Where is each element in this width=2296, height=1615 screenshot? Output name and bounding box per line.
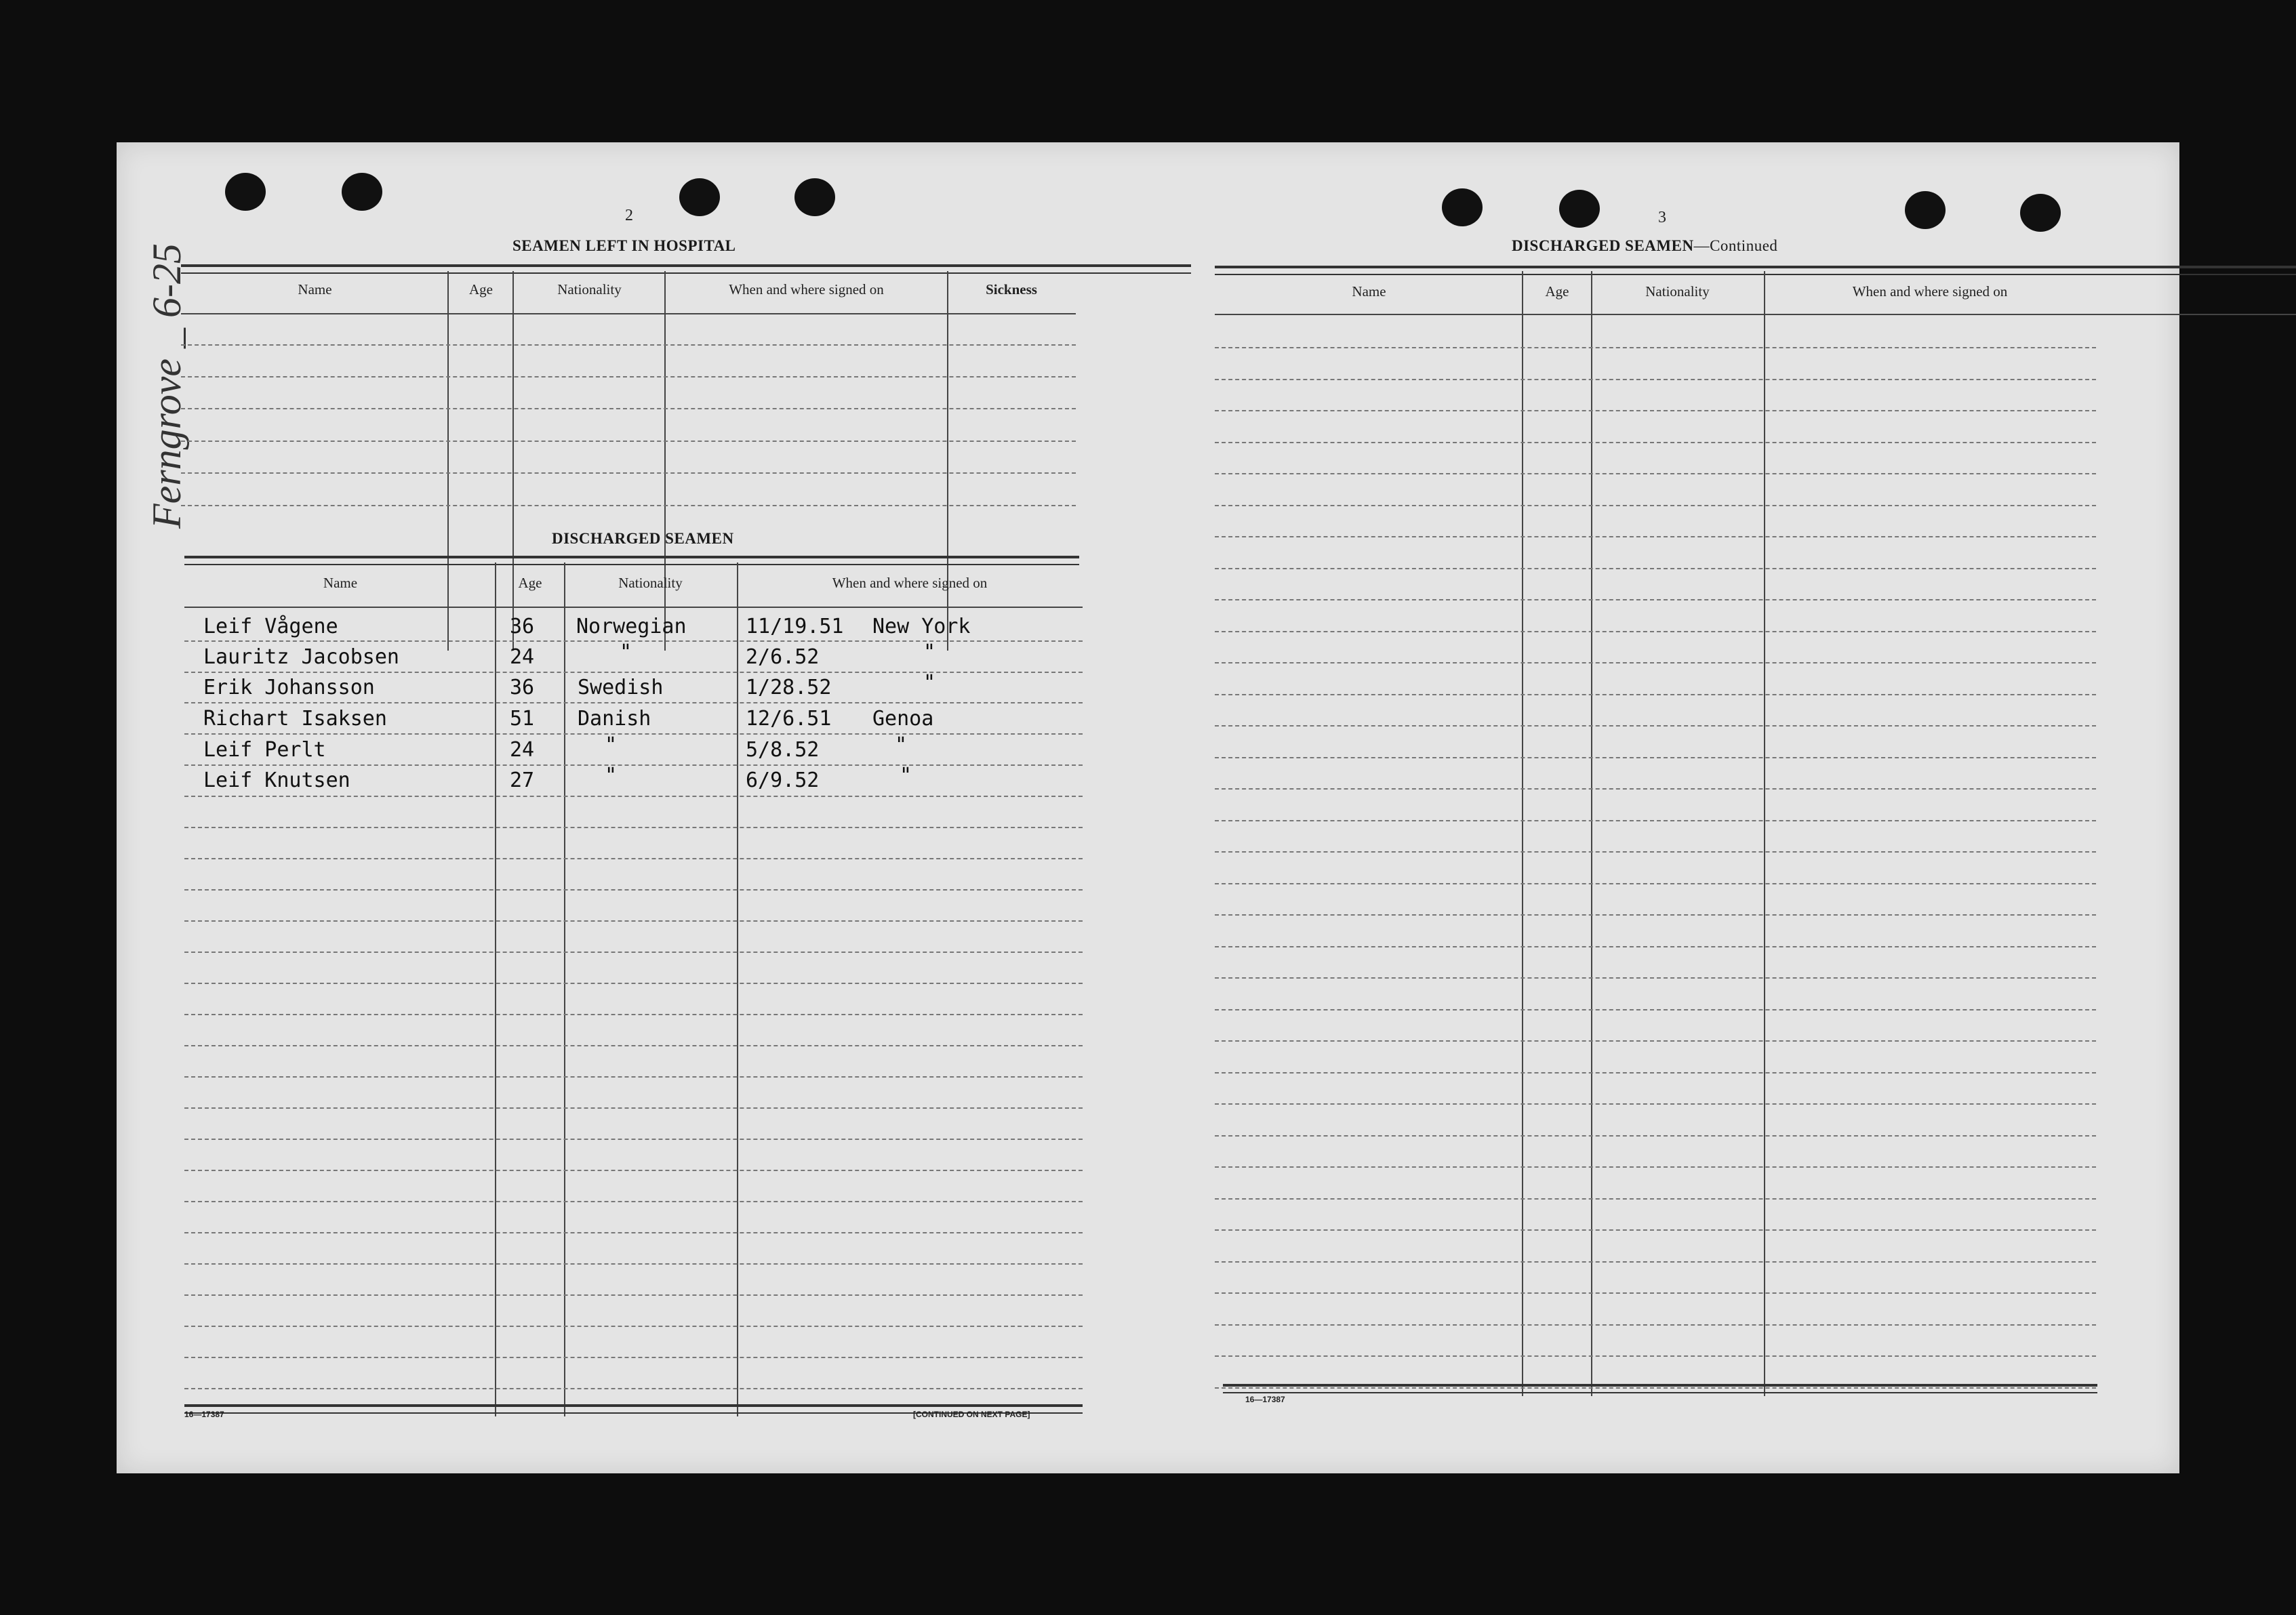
right-row-line: [1215, 1198, 2096, 1200]
discharged-row-line: [184, 1232, 1083, 1233]
discharged-col-age: Age: [518, 575, 542, 591]
seaman-signed-place: ": [923, 640, 936, 664]
seaman-nationality: Swedish: [578, 676, 664, 699]
right-row-line: [1215, 694, 2096, 695]
discharged-header-rule: [184, 556, 1079, 565]
discharged-row-line: [184, 952, 1083, 953]
right-form-number: 16—17387: [1245, 1395, 1285, 1404]
right-row-line: [1215, 442, 2096, 443]
right-col-name: Name: [1352, 283, 1386, 300]
discharged-row-line: [184, 1170, 1083, 1171]
seaman-signed-place: ": [895, 733, 908, 757]
right-divider: [1764, 271, 1765, 1396]
discharged-col-signed-on: When and where signed on: [832, 575, 988, 591]
right-row-line: [1215, 599, 2096, 600]
right-header-rule: [1215, 266, 2296, 275]
discharged-row-line: [184, 1076, 1083, 1078]
hospital-row-line: [181, 376, 1076, 377]
discharged-row-line: [184, 1107, 1083, 1109]
discharged-row-line: [184, 702, 1083, 703]
hospital-divider: [947, 271, 948, 651]
seaman-nationality: ": [605, 733, 618, 757]
right-row-line: [1215, 1135, 2096, 1137]
seaman-signed-date: 12/6.51: [746, 707, 832, 731]
right-row-line: [1215, 851, 2096, 853]
discharged-subheader-rule: [184, 607, 1083, 608]
seaman-age: 24: [510, 738, 535, 762]
left-form-number: 16—17387: [184, 1410, 224, 1419]
discharged-row-line: [184, 1201, 1083, 1202]
right-row-line: [1215, 410, 2096, 411]
seaman-name: Leif Vågene: [203, 615, 338, 638]
discharged-divider: [737, 563, 738, 1416]
right-row-line: [1215, 820, 2096, 821]
punch-hole: [342, 173, 382, 211]
discharged-row-line: [184, 764, 1083, 766]
right-row-line: [1215, 883, 2096, 884]
discharged-row-line: [184, 1263, 1083, 1265]
seaman-nationality: Danish: [578, 707, 651, 731]
hospital-header-rule: [181, 264, 1191, 274]
discharged-divider: [564, 563, 565, 1416]
right-subheader-rule: [1215, 314, 2296, 315]
right-row-line: [1215, 473, 2096, 474]
discharged-row-line: [184, 733, 1083, 735]
left-page-number: 2: [625, 207, 633, 224]
discharged-row-line: [184, 640, 1083, 642]
right-row-line: [1215, 1072, 2096, 1074]
right-row-line: [1215, 347, 2096, 348]
hospital-row-line: [181, 344, 1076, 346]
hospital-col-sickness: Sickness: [986, 281, 1037, 298]
right-row-line: [1215, 977, 2096, 979]
hospital-row-line: [181, 408, 1076, 409]
right-row-line: [1215, 757, 2096, 758]
seaman-signed-place: ": [900, 764, 912, 788]
right-col-age: Age: [1545, 283, 1569, 300]
discharged-row-line: [184, 1388, 1083, 1389]
right-title-continued: —Continued: [1693, 237, 1778, 254]
discharged-col-name: Name: [323, 575, 358, 591]
discharged-row-line: [184, 827, 1083, 828]
seaman-name: Leif Perlt: [203, 738, 326, 762]
margin-handwriting: Ferngrove _ 6-25: [144, 243, 189, 529]
hospital-col-name: Name: [298, 281, 332, 298]
right-divider: [1522, 271, 1523, 1396]
right-row-line: [1215, 631, 2096, 632]
right-divider: [1591, 271, 1592, 1396]
discharged-row-line: [184, 983, 1083, 984]
discharged-section-title: DISCHARGED SEAMEN: [552, 530, 734, 547]
seaman-age: 24: [510, 645, 535, 669]
discharged-row-line: [184, 796, 1083, 797]
right-row-line: [1215, 1292, 2096, 1294]
punch-hole: [2020, 194, 2061, 232]
seaman-signed-date: 11/19.51: [746, 615, 844, 638]
seaman-name: Lauritz Jacobsen: [203, 645, 399, 669]
discharged-row-line: [184, 1045, 1083, 1046]
seaman-signed-place: ": [923, 671, 936, 695]
seaman-name: Leif Knutsen: [203, 769, 350, 792]
right-col-nationality: Nationality: [1645, 283, 1710, 300]
right-page-number: 3: [1658, 209, 1666, 226]
seaman-signed-date: 2/6.52: [746, 645, 820, 669]
punch-hole: [1442, 188, 1483, 226]
hospital-col-age: Age: [469, 281, 493, 298]
right-row-line: [1215, 1355, 2096, 1357]
right-row-line: [1215, 536, 2096, 537]
hospital-section-title: SEAMEN LEFT IN HOSPITAL: [512, 237, 736, 254]
seaman-name: Richart Isaksen: [203, 707, 387, 731]
right-row-line: [1215, 1324, 2096, 1326]
document-sheet: [117, 142, 2179, 1473]
continued-note: [CONTINUED ON NEXT PAGE]: [913, 1410, 1030, 1419]
seaman-signed-date: 5/8.52: [746, 738, 820, 762]
punch-hole: [1559, 190, 1600, 228]
seaman-nationality: ": [605, 764, 618, 788]
right-row-line: [1215, 662, 2096, 663]
right-row-line: [1215, 1040, 2096, 1042]
discharged-divider: [495, 563, 496, 1416]
right-col-signed-on: When and where signed on: [1852, 283, 2008, 300]
seaman-signed-date: 6/9.52: [746, 769, 820, 792]
hospital-row-line: [181, 441, 1076, 442]
hospital-col-signed-on: When and where signed on: [729, 281, 884, 298]
discharged-col-nationality: Nationality: [618, 575, 683, 591]
seaman-signed-place: Genoa: [872, 707, 934, 731]
discharged-row-line: [184, 1357, 1083, 1358]
hospital-row-line: [181, 472, 1076, 474]
right-row-line: [1215, 1166, 2096, 1168]
discharged-row-line: [184, 889, 1083, 891]
seaman-age: 27: [510, 769, 535, 792]
hospital-divider: [447, 271, 449, 651]
hospital-divider: [512, 271, 514, 651]
right-row-line: [1215, 1009, 2096, 1010]
hospital-col-nationality: Nationality: [557, 281, 622, 298]
discharged-row-line: [184, 1294, 1083, 1296]
seaman-name: Erik Johansson: [203, 676, 375, 699]
hospital-subheader-rule: [181, 313, 1076, 314]
discharged-row-line: [184, 858, 1083, 859]
punch-hole: [679, 178, 720, 216]
right-row-line: [1215, 788, 2096, 790]
seaman-age: 36: [510, 676, 535, 699]
right-row-line: [1215, 1261, 2096, 1263]
seaman-age: 51: [510, 707, 535, 731]
right-row-line: [1215, 505, 2096, 506]
right-row-line: [1215, 379, 2096, 380]
discharged-row-line: [184, 1326, 1083, 1327]
right-row-line: [1215, 1103, 2096, 1105]
right-row-line: [1215, 725, 2096, 727]
discharged-row-line: [184, 672, 1083, 673]
discharged-row-line: [184, 1139, 1083, 1140]
punch-hole: [794, 178, 835, 216]
seaman-signed-date: 1/28.52: [746, 676, 832, 699]
punch-hole: [225, 173, 266, 211]
hospital-divider: [664, 271, 666, 651]
hospital-row-line: [181, 505, 1076, 506]
right-row-line: [1215, 568, 2096, 569]
punch-hole: [1905, 191, 1946, 229]
right-row-line: [1215, 1229, 2096, 1231]
right-title-main: DISCHARGED SEAMEN: [1512, 237, 1694, 254]
right-row-line: [1215, 946, 2096, 947]
seaman-nationality: Norwegian: [576, 615, 687, 638]
discharged-row-line: [184, 920, 1083, 922]
seaman-signed-place: New York: [872, 615, 971, 638]
right-section-title: [1512, 237, 1777, 255]
discharged-row-line: [184, 1014, 1083, 1015]
seaman-nationality: ": [620, 640, 632, 664]
right-row-line: [1215, 914, 2096, 916]
right-bottom-rule: [1223, 1384, 2097, 1393]
seaman-age: 36: [510, 615, 535, 638]
